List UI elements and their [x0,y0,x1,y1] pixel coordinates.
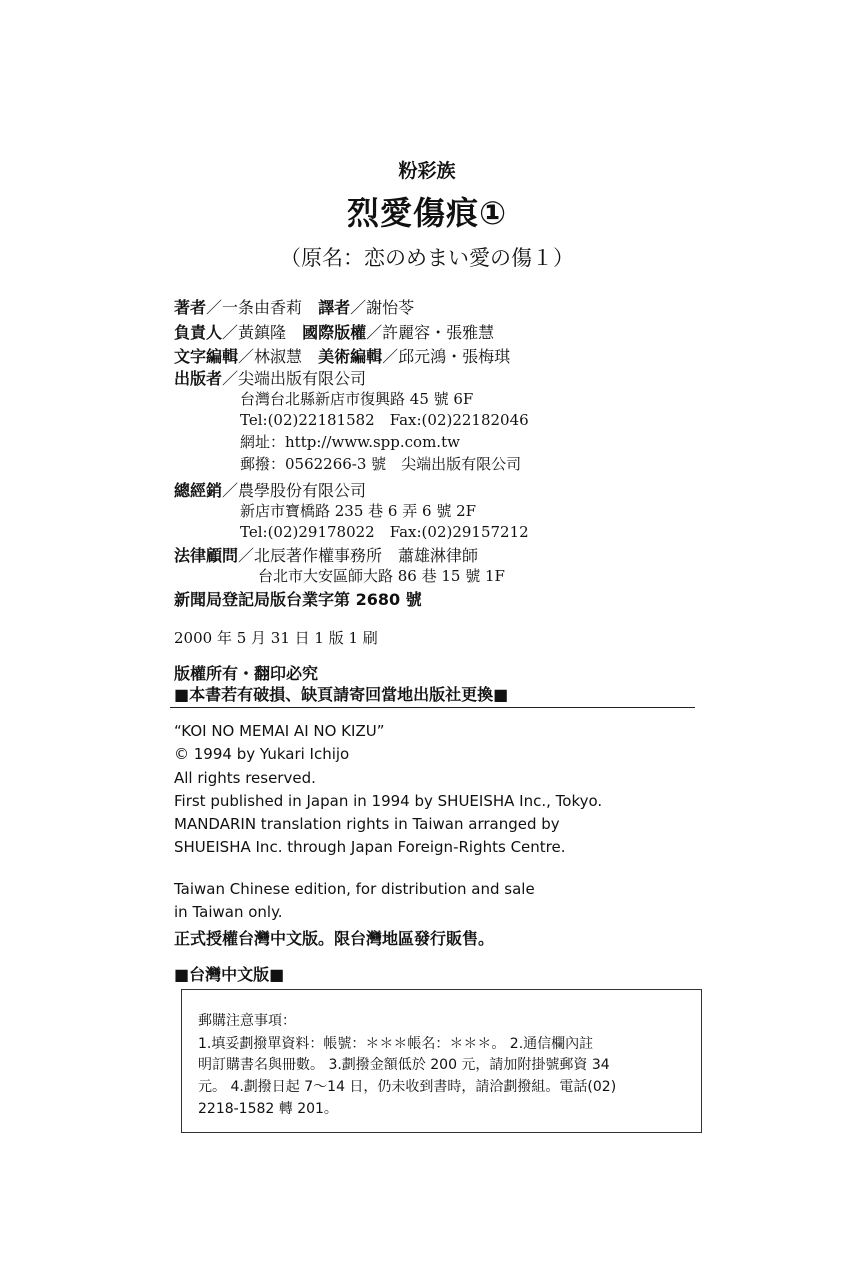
notice-heading: 郵購注意事項： [198,1013,296,1029]
legal-address: 台北市大安區師大路 86 巷 15 號 1F [258,567,505,585]
editor-name: 林淑慧 [254,347,303,366]
english-edition-line1: Taiwan Chinese edition, for distribution and sale [174,880,535,898]
section-divider [170,707,695,708]
edition-date: 2000 年 5 月 31 日 1 版 1 刷 [174,629,378,647]
editor-label: 文字編輯 [174,347,239,366]
art-label: 美術編輯 [318,347,383,366]
damage-notice: ■本書若有破損、缺頁請寄回當地出版社更換■ [174,685,509,704]
notice-line-3: 元。 4.劃撥日起 7～14 日，仍未收到書時，請洽劃撥組。電話(02) [198,1079,617,1095]
translator-label: 譯者 [318,298,351,317]
series-name: 粉彩族 [398,160,456,182]
legal-firm: 北辰著作權事務所 蕭雄淋律師 [254,546,479,565]
legal-label: 法律顧問 [174,546,239,565]
copyright-notice: 版權所有・翻印必究 [174,664,319,683]
publisher-label: 出版者 [174,369,223,388]
credit-responsible-row: 負責人／黃鎮隆 國際版權／許麗容・張雅慧 [174,323,495,342]
authorized-edition-notice: 正式授權台灣中文版。限台灣地區發行販售。 [174,929,495,948]
taiwan-edition-label: ■台灣中文版■ [174,965,285,984]
distributor-label: 總經銷 [174,481,223,500]
distributor-name: 農學股份有限公司 [238,481,367,500]
english-first-published: First published in Japan in 1994 by SHUEISHA Inc., Tokyo. [174,792,603,810]
english-rights-reserved: All rights reserved. [174,769,316,787]
translator-name: 謝怡苓 [366,298,415,317]
distributor-tel: Tel:(02)29178022 Fax:(02)29157212 [240,523,529,541]
english-translation-line1: MANDARIN translation rights in Taiwan arranged by [174,815,560,833]
responsible-label: 負責人 [174,323,223,342]
credit-legal-row: 法律顧問／北辰著作權事務所 蕭雄淋律師 [174,546,479,565]
english-translation-line2: SHUEISHA Inc. through Japan Foreign-Rights Centre. [174,838,566,856]
credit-distributor-row: 總經銷／農學股份有限公司 [174,481,367,500]
credit-author-row: 著者／一条由香莉 譯者／謝怡苓 [174,298,415,317]
credit-publisher-row: 出版者／尖端出版有限公司 [174,369,367,388]
publisher-website: 網址：http://www.spp.com.tw [240,433,460,451]
notice-line-4: 2218-1582 轉 201。 [198,1101,338,1117]
art-names: 邱元鴻・張梅琪 [398,347,511,366]
book-title: 烈愛傷痕① [346,194,508,232]
english-edition-line2: in Taiwan only. [174,903,283,921]
rights-names: 許麗容・張雅慧 [382,323,495,342]
publisher-postal-account: 郵撥：0562266-3 號 尖端出版有限公司 [240,455,522,473]
english-copyright: © 1994 by Yukari Ichijo [174,745,350,763]
author-name: 一条由香莉 [222,298,303,317]
distributor-address: 新店市寶橋路 235 巷 6 弄 6 號 2F [240,502,477,520]
notice-line-1: 1.填妥劃撥單資料：帳號：＊＊＊帳名：＊＊＊。 2.通信欄內註 [198,1036,594,1052]
publisher-address: 台灣台北縣新店市復興路 45 號 6F [240,390,474,408]
publisher-tel: Tel:(02)22181582 Fax:(02)22182046 [240,411,529,429]
rights-label: 國際版權 [302,323,367,342]
mail-order-notice-box [181,989,702,1133]
publisher-name: 尖端出版有限公司 [238,369,367,388]
notice-line-2: 明訂購書名與冊數。 3.劃撥金額低於 200 元，請加附掛號郵資 34 [198,1057,610,1073]
english-original-title: “KOI NO MEMAI AI NO KIZU” [174,722,385,740]
credit-editor-row: 文字編輯／林淑慧 美術編輯／邱元鴻・張梅琪 [174,347,511,366]
original-title: （原名：恋のめまい愛の傷１） [280,246,574,270]
author-label: 著者 [174,298,207,317]
responsible-name: 黃鎮隆 [238,323,287,342]
registration-number: 新聞局登記局版台業字第 2680 號 [174,590,422,609]
